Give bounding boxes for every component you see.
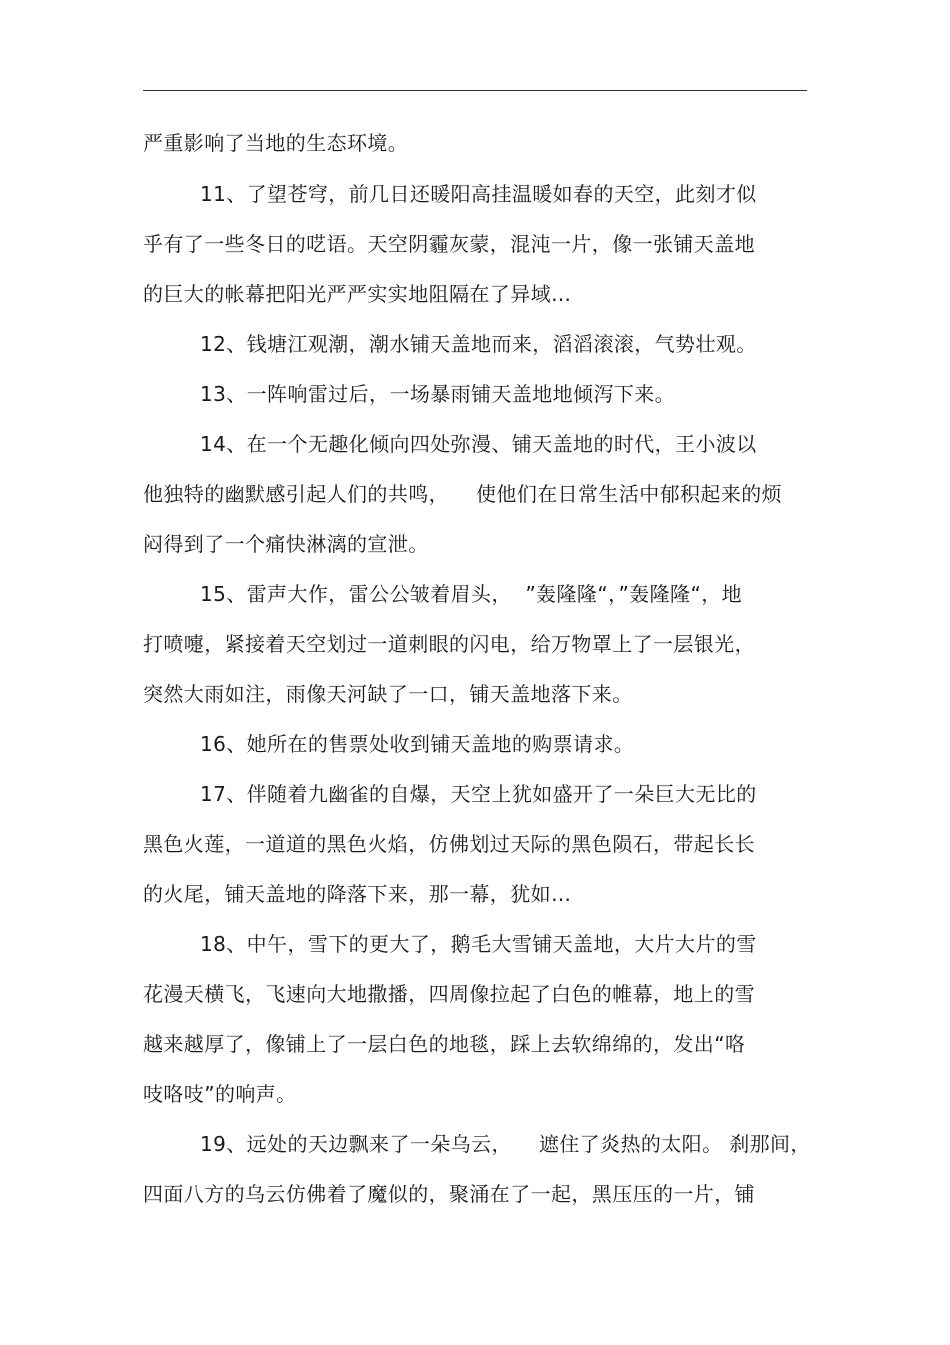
text-line: 19、远处的天边飘来了一朵乌云， 遮住了炎热的太阳。 刹那间， <box>200 1132 811 1156</box>
text-line: 乎有了一些冬日的呓语。天空阴霾灰蒙，混沌一片，像一张铺天盖地 <box>143 232 755 256</box>
text-line: 四面八方的乌云仿佛着了魔似的，聚涌在了一起，黑压压的一片，铺 <box>143 1182 755 1206</box>
text-line: 14、在一个无趣化倾向四处弥漫、铺天盖地的时代，王小波以 <box>200 432 757 456</box>
text-line: 打喷嚏，紧接着天空划过一道刺眼的闪电，给万物罩上了一层银光， <box>143 632 755 656</box>
header-rule <box>143 90 807 91</box>
text-line: 越来越厚了，像铺上了一层白色的地毯，踩上去软绵绵的，发出“咯 <box>143 1032 746 1056</box>
text-line: 花漫天横飞，飞速向大地撒播，四周像拉起了白色的帷幕，地上的雪 <box>143 982 755 1006</box>
text-line: 的巨大的帐幕把阳光严严实实地阻隔在了异域… <box>143 282 572 306</box>
text-line: 他独特的幽默感引起人们的共鸣， 使他们在日常生活中郁积起来的烦 <box>143 482 783 506</box>
text-line: 严重影响了当地的生态环境。 <box>143 131 409 155</box>
text-line: 17、伴随着九幽雀的自爆，天空上犹如盛开了一朵巨大无比的 <box>200 782 757 806</box>
text-line: 13、一阵响雷过后，一场暴雨铺天盖地地倾泻下来。 <box>200 382 676 406</box>
text-line: 11、了望苍穹，前几日还暖阳高挂温暖如春的天空，此刻才似 <box>200 182 757 206</box>
text-line: 吱咯吱”的响声。 <box>143 1082 297 1106</box>
text-line: 16、她所在的售票处收到铺天盖地的购票请求。 <box>200 732 635 756</box>
text-line: 12、钱塘江观潮，潮水铺天盖地而来，滔滔滚滚，气势壮观。 <box>200 332 757 356</box>
text-line: 15、雷声大作，雷公公皱着眉头， ”轰隆隆“，”轰隆隆“，地 <box>200 582 743 606</box>
text-line: 闷得到了一个痛快淋漓的宣泄。 <box>143 532 429 556</box>
text-line: 突然大雨如注，雨像天河缺了一口，铺天盖地落下来。 <box>143 682 633 706</box>
text-line: 18、中午，雪下的更大了，鹅毛大雪铺天盖地，大片大片的雪 <box>200 932 757 956</box>
text-line: 的火尾，铺天盖地的降落下来，那一幕，犹如… <box>143 882 572 906</box>
text-line: 黑色火莲，一道道的黑色火焰，仿佛划过天际的黑色陨石，带起长长 <box>143 832 755 856</box>
